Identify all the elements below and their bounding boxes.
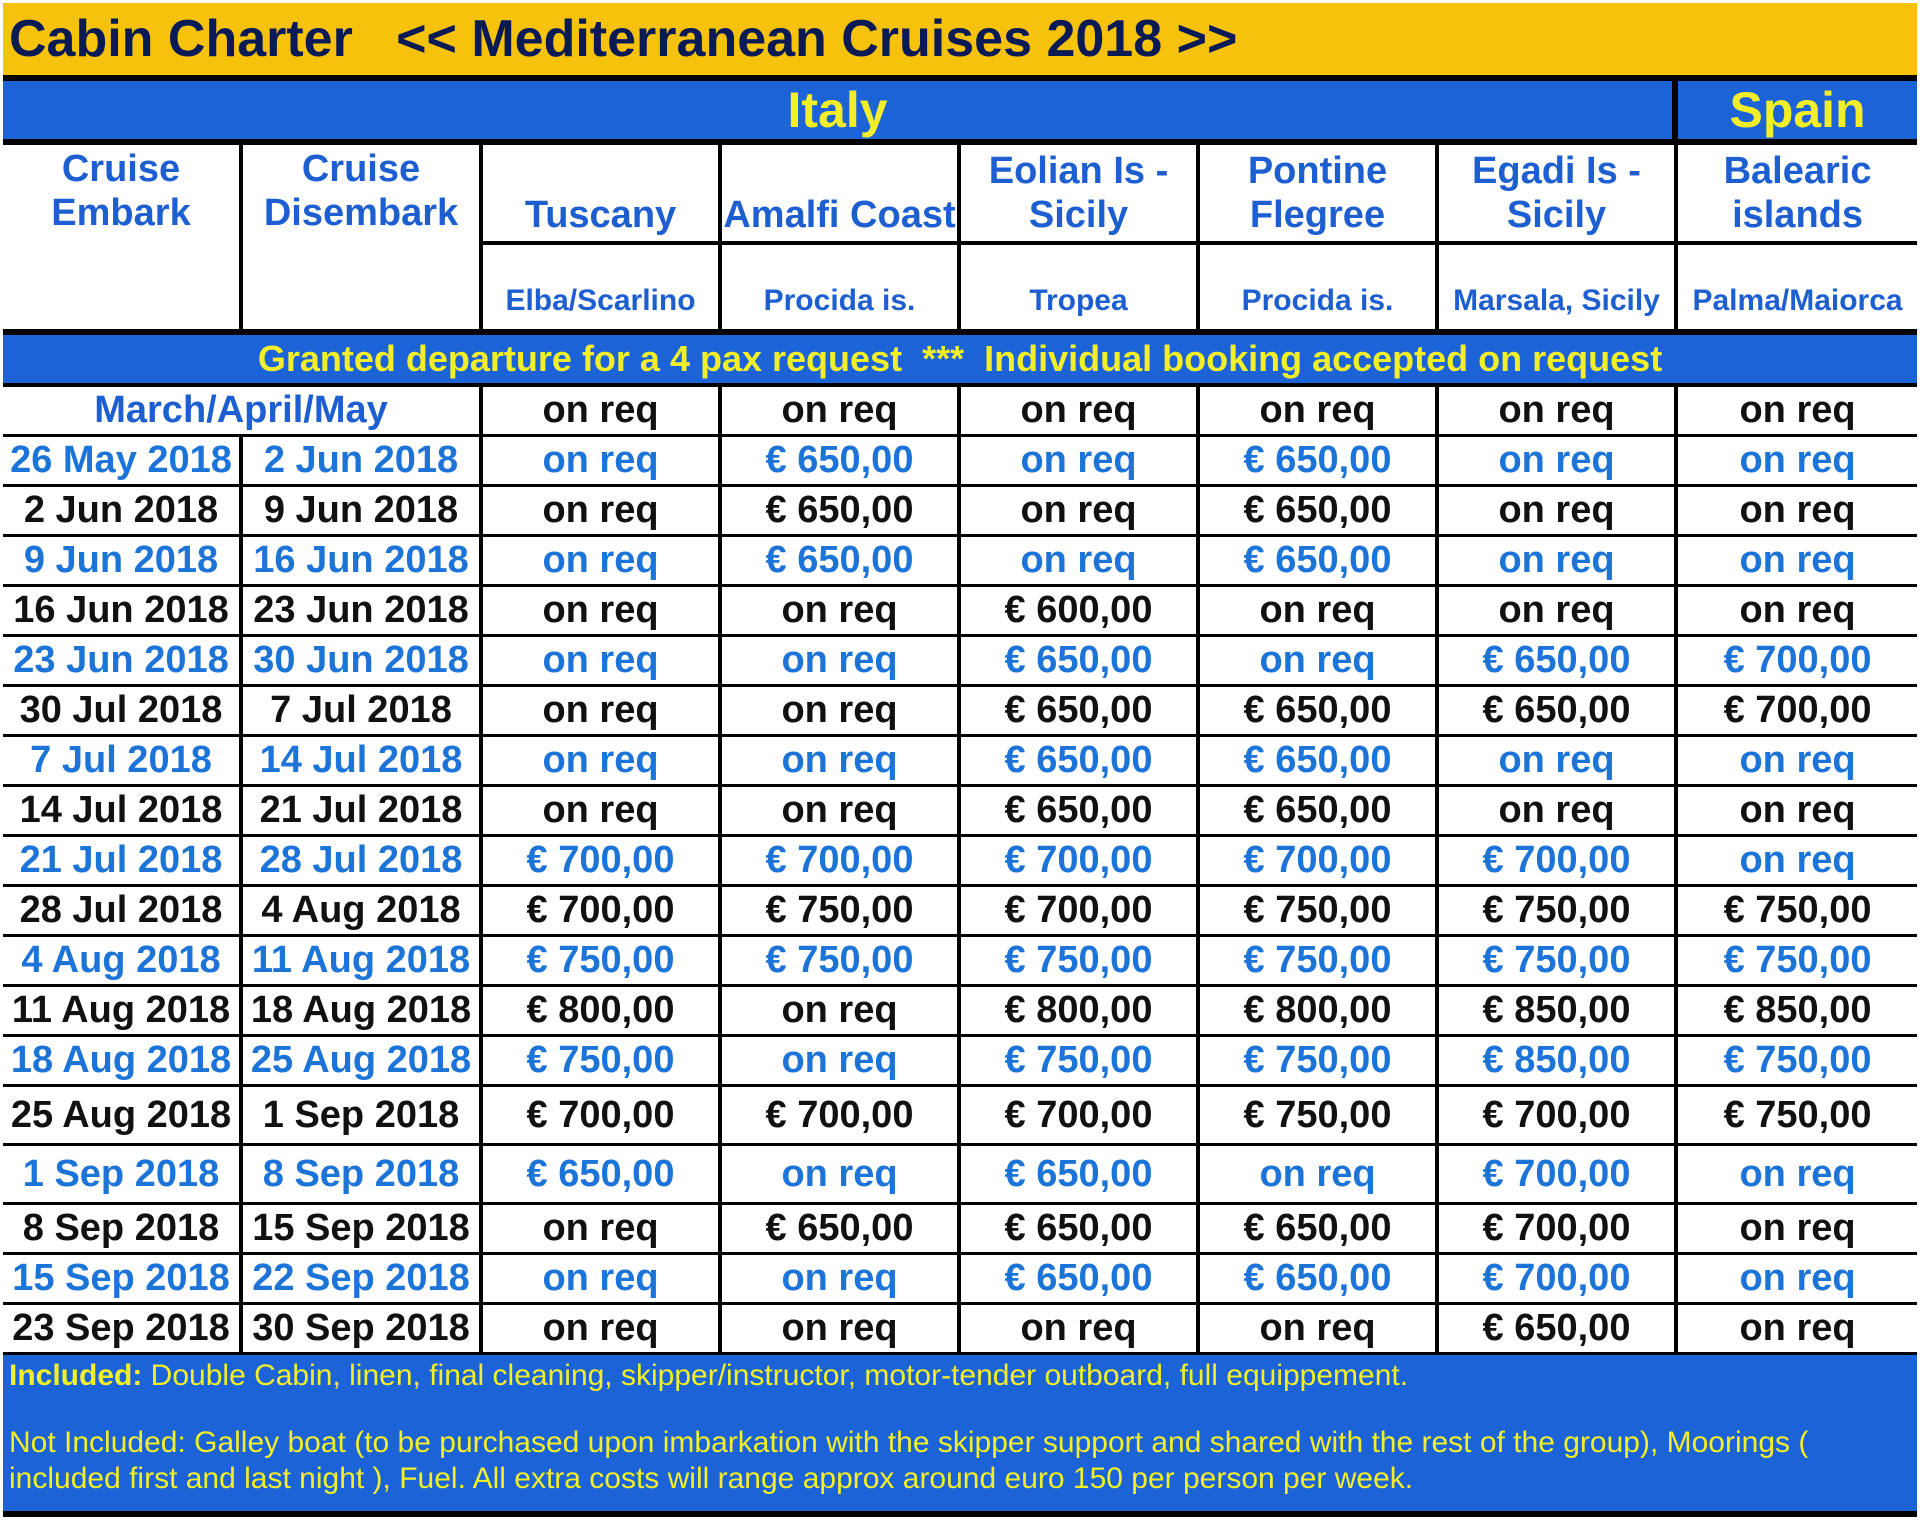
price-cell: on req xyxy=(483,487,722,537)
price-cell: € 850,00 xyxy=(1678,987,1917,1037)
price-cell: on req xyxy=(1678,1255,1917,1305)
price-cell: € 700,00 xyxy=(483,887,722,937)
price-cell: on req xyxy=(483,587,722,637)
price-cell: € 750,00 xyxy=(722,887,961,937)
price-cell: € 650,00 xyxy=(483,1146,722,1205)
price-cell: € 700,00 xyxy=(1439,1255,1678,1305)
table-row xyxy=(3,987,1917,1037)
footer-notes xyxy=(3,1355,1917,1511)
table-row xyxy=(3,1255,1917,1305)
booking-banner: Granted departure for a 4 pax request *** Individual booking accepted on request xyxy=(3,329,1917,387)
embark-date: 1 Sep 2018 xyxy=(3,1146,243,1205)
price-cell: € 700,00 xyxy=(961,837,1200,887)
price-cell: on req xyxy=(722,637,961,687)
price-cell: on req xyxy=(1200,637,1439,687)
price-cell: on req xyxy=(1678,837,1917,887)
price-cell: € 650,00 xyxy=(1200,787,1439,837)
table-row xyxy=(3,487,1917,537)
price-cell: € 750,00 xyxy=(961,937,1200,987)
price-cell: € 700,00 xyxy=(483,837,722,887)
price-cell: on req xyxy=(1678,1205,1917,1255)
price-cell: on req xyxy=(483,687,722,737)
embark-date: 11 Aug 2018 xyxy=(3,987,243,1037)
price-cell: on req xyxy=(1200,1146,1439,1205)
price-cell: on req xyxy=(1678,537,1917,587)
disembark-date: 16 Jun 2018 xyxy=(243,537,483,587)
disembark-date: 18 Aug 2018 xyxy=(243,987,483,1037)
price-cell: on req xyxy=(483,1305,722,1355)
price-cell: € 700,00 xyxy=(1439,1087,1678,1146)
disembark-date: 11 Aug 2018 xyxy=(243,937,483,987)
price-sheet xyxy=(3,3,1917,1517)
price-cell: on req xyxy=(483,1205,722,1255)
embark-date: 2 Jun 2018 xyxy=(3,487,243,537)
price-cell: € 700,00 xyxy=(1200,837,1439,887)
price-cell: € 650,00 xyxy=(961,687,1200,737)
price-cell: on req xyxy=(483,787,722,837)
disembark-date: 25 Aug 2018 xyxy=(243,1037,483,1087)
table-row xyxy=(3,387,1917,437)
table-row xyxy=(3,637,1917,687)
disembark-date: 28 Jul 2018 xyxy=(243,837,483,887)
price-cell: € 750,00 xyxy=(1439,937,1678,987)
price-cell: € 700,00 xyxy=(961,1087,1200,1146)
table-row xyxy=(3,437,1917,487)
price-cell: € 750,00 xyxy=(1200,887,1439,937)
disembark-date: 14 Jul 2018 xyxy=(243,737,483,787)
price-cell: € 750,00 xyxy=(483,1037,722,1087)
price-cell: on req xyxy=(722,1037,961,1087)
price-cell: € 650,00 xyxy=(961,637,1200,687)
included-text: Double Cabin, linen, final cleaning, skipper/instructor, motor-tender outboard, full equippement. xyxy=(142,1359,1409,1392)
price-cell: on req xyxy=(961,437,1200,487)
price-cell: € 750,00 xyxy=(1439,887,1678,937)
price-cell: € 750,00 xyxy=(722,937,961,987)
price-cell: € 650,00 xyxy=(1439,687,1678,737)
table-row xyxy=(3,1087,1917,1146)
price-cell: on req xyxy=(961,387,1200,437)
price-cell: € 750,00 xyxy=(1678,887,1917,937)
price-cell: on req xyxy=(961,487,1200,537)
disembark-date: 4 Aug 2018 xyxy=(243,887,483,937)
price-cell: € 800,00 xyxy=(483,987,722,1037)
embark-date: 21 Jul 2018 xyxy=(3,837,243,887)
price-cell: € 650,00 xyxy=(722,437,961,487)
disembark-date: 7 Jul 2018 xyxy=(243,687,483,737)
price-cell: on req xyxy=(1439,587,1678,637)
disembark-date: 22 Sep 2018 xyxy=(243,1255,483,1305)
price-cell: on req xyxy=(1678,587,1917,637)
embark-date: 28 Jul 2018 xyxy=(3,887,243,937)
embark-date: 8 Sep 2018 xyxy=(3,1205,243,1255)
price-cell: on req xyxy=(722,737,961,787)
price-cell: € 700,00 xyxy=(1439,1205,1678,1255)
price-cell: € 750,00 xyxy=(1678,1087,1917,1146)
price-cell: on req xyxy=(1678,1305,1917,1355)
price-cell: on req xyxy=(722,1305,961,1355)
not-included-note: Not Included: Galley boat (to be purchased upon imbarkation with the skipper support and shared with the rest of the group), Moorings ( included first and last night ), Fuel. All extra costs will range approx around euro 150 per person per week. xyxy=(9,1426,1809,1495)
header-base: Procida is. xyxy=(722,245,961,329)
table-row xyxy=(3,887,1917,937)
price-cell: on req xyxy=(1200,1305,1439,1355)
price-cell: on req xyxy=(1439,437,1678,487)
header-region: Balearic islands xyxy=(1678,145,1917,245)
price-cell: on req xyxy=(722,1146,961,1205)
price-cell: € 700,00 xyxy=(961,887,1200,937)
embark-date: 9 Jun 2018 xyxy=(3,537,243,587)
price-cell: € 650,00 xyxy=(1200,1205,1439,1255)
price-cell: € 750,00 xyxy=(483,937,722,987)
embark-date: 26 May 2018 xyxy=(3,437,243,487)
embark-date: 23 Sep 2018 xyxy=(3,1305,243,1355)
disembark-date: 30 Sep 2018 xyxy=(243,1305,483,1355)
embark-date: 15 Sep 2018 xyxy=(3,1255,243,1305)
price-cell: on req xyxy=(722,587,961,637)
price-cell: on req xyxy=(1439,487,1678,537)
price-cell: on req xyxy=(722,987,961,1037)
embark-date: 18 Aug 2018 xyxy=(3,1037,243,1087)
price-cell: € 650,00 xyxy=(722,1205,961,1255)
disembark-date: 21 Jul 2018 xyxy=(243,787,483,837)
header-base: Procida is. xyxy=(1200,245,1439,329)
price-cell: on req xyxy=(1678,737,1917,787)
price-cell: on req xyxy=(1678,437,1917,487)
disembark-date: 9 Jun 2018 xyxy=(243,487,483,537)
price-cell: € 650,00 xyxy=(1200,437,1439,487)
price-cell: on req xyxy=(1678,387,1917,437)
header-region: Tuscany xyxy=(483,145,722,245)
price-cell: € 750,00 xyxy=(961,1037,1200,1087)
price-cell: € 750,00 xyxy=(1678,1037,1917,1087)
price-cell: on req xyxy=(1439,387,1678,437)
price-cell: on req xyxy=(722,387,961,437)
price-cell: € 650,00 xyxy=(961,1255,1200,1305)
price-cell: € 650,00 xyxy=(1200,487,1439,537)
embark-date: 7 Jul 2018 xyxy=(3,737,243,787)
disembark-date: 2 Jun 2018 xyxy=(243,437,483,487)
price-cell: on req xyxy=(1200,587,1439,637)
price-cell: € 700,00 xyxy=(722,1087,961,1146)
price-cell: € 650,00 xyxy=(1439,637,1678,687)
price-cell: on req xyxy=(483,1255,722,1305)
price-cell: on req xyxy=(483,387,722,437)
table-row xyxy=(3,1037,1917,1087)
disembark-date: 15 Sep 2018 xyxy=(243,1205,483,1255)
price-cell: € 650,00 xyxy=(1200,737,1439,787)
price-cell: € 700,00 xyxy=(722,837,961,887)
price-cell: € 800,00 xyxy=(1200,987,1439,1037)
header-region: Egadi Is - Sicily xyxy=(1439,145,1678,245)
price-cell: on req xyxy=(483,437,722,487)
price-cell: on req xyxy=(483,637,722,687)
header-base: Marsala, Sicily xyxy=(1439,245,1678,329)
price-cell: € 650,00 xyxy=(1439,1305,1678,1355)
disembark-date: 8 Sep 2018 xyxy=(243,1146,483,1205)
table-row xyxy=(3,837,1917,887)
disembark-date: 23 Jun 2018 xyxy=(243,587,483,637)
table-row xyxy=(3,937,1917,987)
price-cell: € 700,00 xyxy=(1678,637,1917,687)
header-region: Pontine Flegree xyxy=(1200,145,1439,245)
header-base: Tropea xyxy=(961,245,1200,329)
price-cell: € 850,00 xyxy=(1439,1037,1678,1087)
price-cell: on req xyxy=(961,537,1200,587)
price-cell: € 700,00 xyxy=(1678,687,1917,737)
disembark-date: 1 Sep 2018 xyxy=(243,1087,483,1146)
price-cell: € 750,00 xyxy=(1200,1087,1439,1146)
header-disembark: Cruise Disembark xyxy=(243,145,483,329)
table-row xyxy=(3,687,1917,737)
embark-date: 23 Jun 2018 xyxy=(3,637,243,687)
price-cell: € 700,00 xyxy=(1439,837,1678,887)
embark-date: 4 Aug 2018 xyxy=(3,937,243,987)
included-label: Included: xyxy=(9,1359,143,1392)
embark-date: 16 Jun 2018 xyxy=(3,587,243,637)
table-row xyxy=(3,737,1917,787)
price-cell: on req xyxy=(1439,737,1678,787)
price-cell: on req xyxy=(483,737,722,787)
price-cell: € 700,00 xyxy=(1439,1146,1678,1205)
price-cell: € 800,00 xyxy=(961,987,1200,1037)
price-cell: € 650,00 xyxy=(961,1146,1200,1205)
price-cell: on req xyxy=(722,787,961,837)
header-embark: Cruise Embark xyxy=(3,145,243,329)
price-cell: € 750,00 xyxy=(1200,937,1439,987)
header-base: Palma/Maiorca xyxy=(1678,245,1917,329)
price-cell: on req xyxy=(1678,1146,1917,1205)
embark-date: 25 Aug 2018 xyxy=(3,1087,243,1146)
price-cell: on req xyxy=(1439,537,1678,587)
table-row xyxy=(3,787,1917,837)
country-italy: Italy xyxy=(3,81,1678,145)
header-region: Eolian Is - Sicily xyxy=(961,145,1200,245)
price-cell: € 700,00 xyxy=(483,1087,722,1146)
price-cell: on req xyxy=(722,1255,961,1305)
header-base: Elba/Scarlino xyxy=(483,245,722,329)
price-cell: € 650,00 xyxy=(1200,537,1439,587)
price-table xyxy=(3,3,1917,1355)
price-cell: € 650,00 xyxy=(961,1205,1200,1255)
price-cell: on req xyxy=(1439,787,1678,837)
price-cell: on req xyxy=(961,1305,1200,1355)
embark-date: 14 Jul 2018 xyxy=(3,787,243,837)
price-cell: € 650,00 xyxy=(722,537,961,587)
price-cell: on req xyxy=(1678,787,1917,837)
table-row xyxy=(3,1146,1917,1205)
price-cell: € 650,00 xyxy=(1200,687,1439,737)
price-cell: on req xyxy=(483,537,722,587)
price-cell: on req xyxy=(1200,387,1439,437)
price-cell: € 650,00 xyxy=(722,487,961,537)
disembark-date: 30 Jun 2018 xyxy=(243,637,483,687)
season-label: March/April/May xyxy=(3,387,483,437)
price-cell: € 650,00 xyxy=(1200,1255,1439,1305)
table-row xyxy=(3,537,1917,587)
price-cell: € 750,00 xyxy=(1678,937,1917,987)
price-cell: on req xyxy=(1678,487,1917,537)
embark-date: 30 Jul 2018 xyxy=(3,687,243,737)
price-cell: € 850,00 xyxy=(1439,987,1678,1037)
table-row xyxy=(3,1205,1917,1255)
price-cell: € 650,00 xyxy=(961,787,1200,837)
header-region: Amalfi Coast xyxy=(722,145,961,245)
page-title: Cabin Charter << Mediterranean Cruises 2018 >> xyxy=(3,3,1917,81)
included-note xyxy=(3,1355,1917,1417)
country-spain: Spain xyxy=(1678,81,1917,145)
price-cell: € 650,00 xyxy=(961,737,1200,787)
table-row xyxy=(3,587,1917,637)
price-cell: on req xyxy=(722,687,961,737)
table-row xyxy=(3,1305,1917,1355)
price-cell: € 750,00 xyxy=(1200,1037,1439,1087)
price-cell: € 600,00 xyxy=(961,587,1200,637)
